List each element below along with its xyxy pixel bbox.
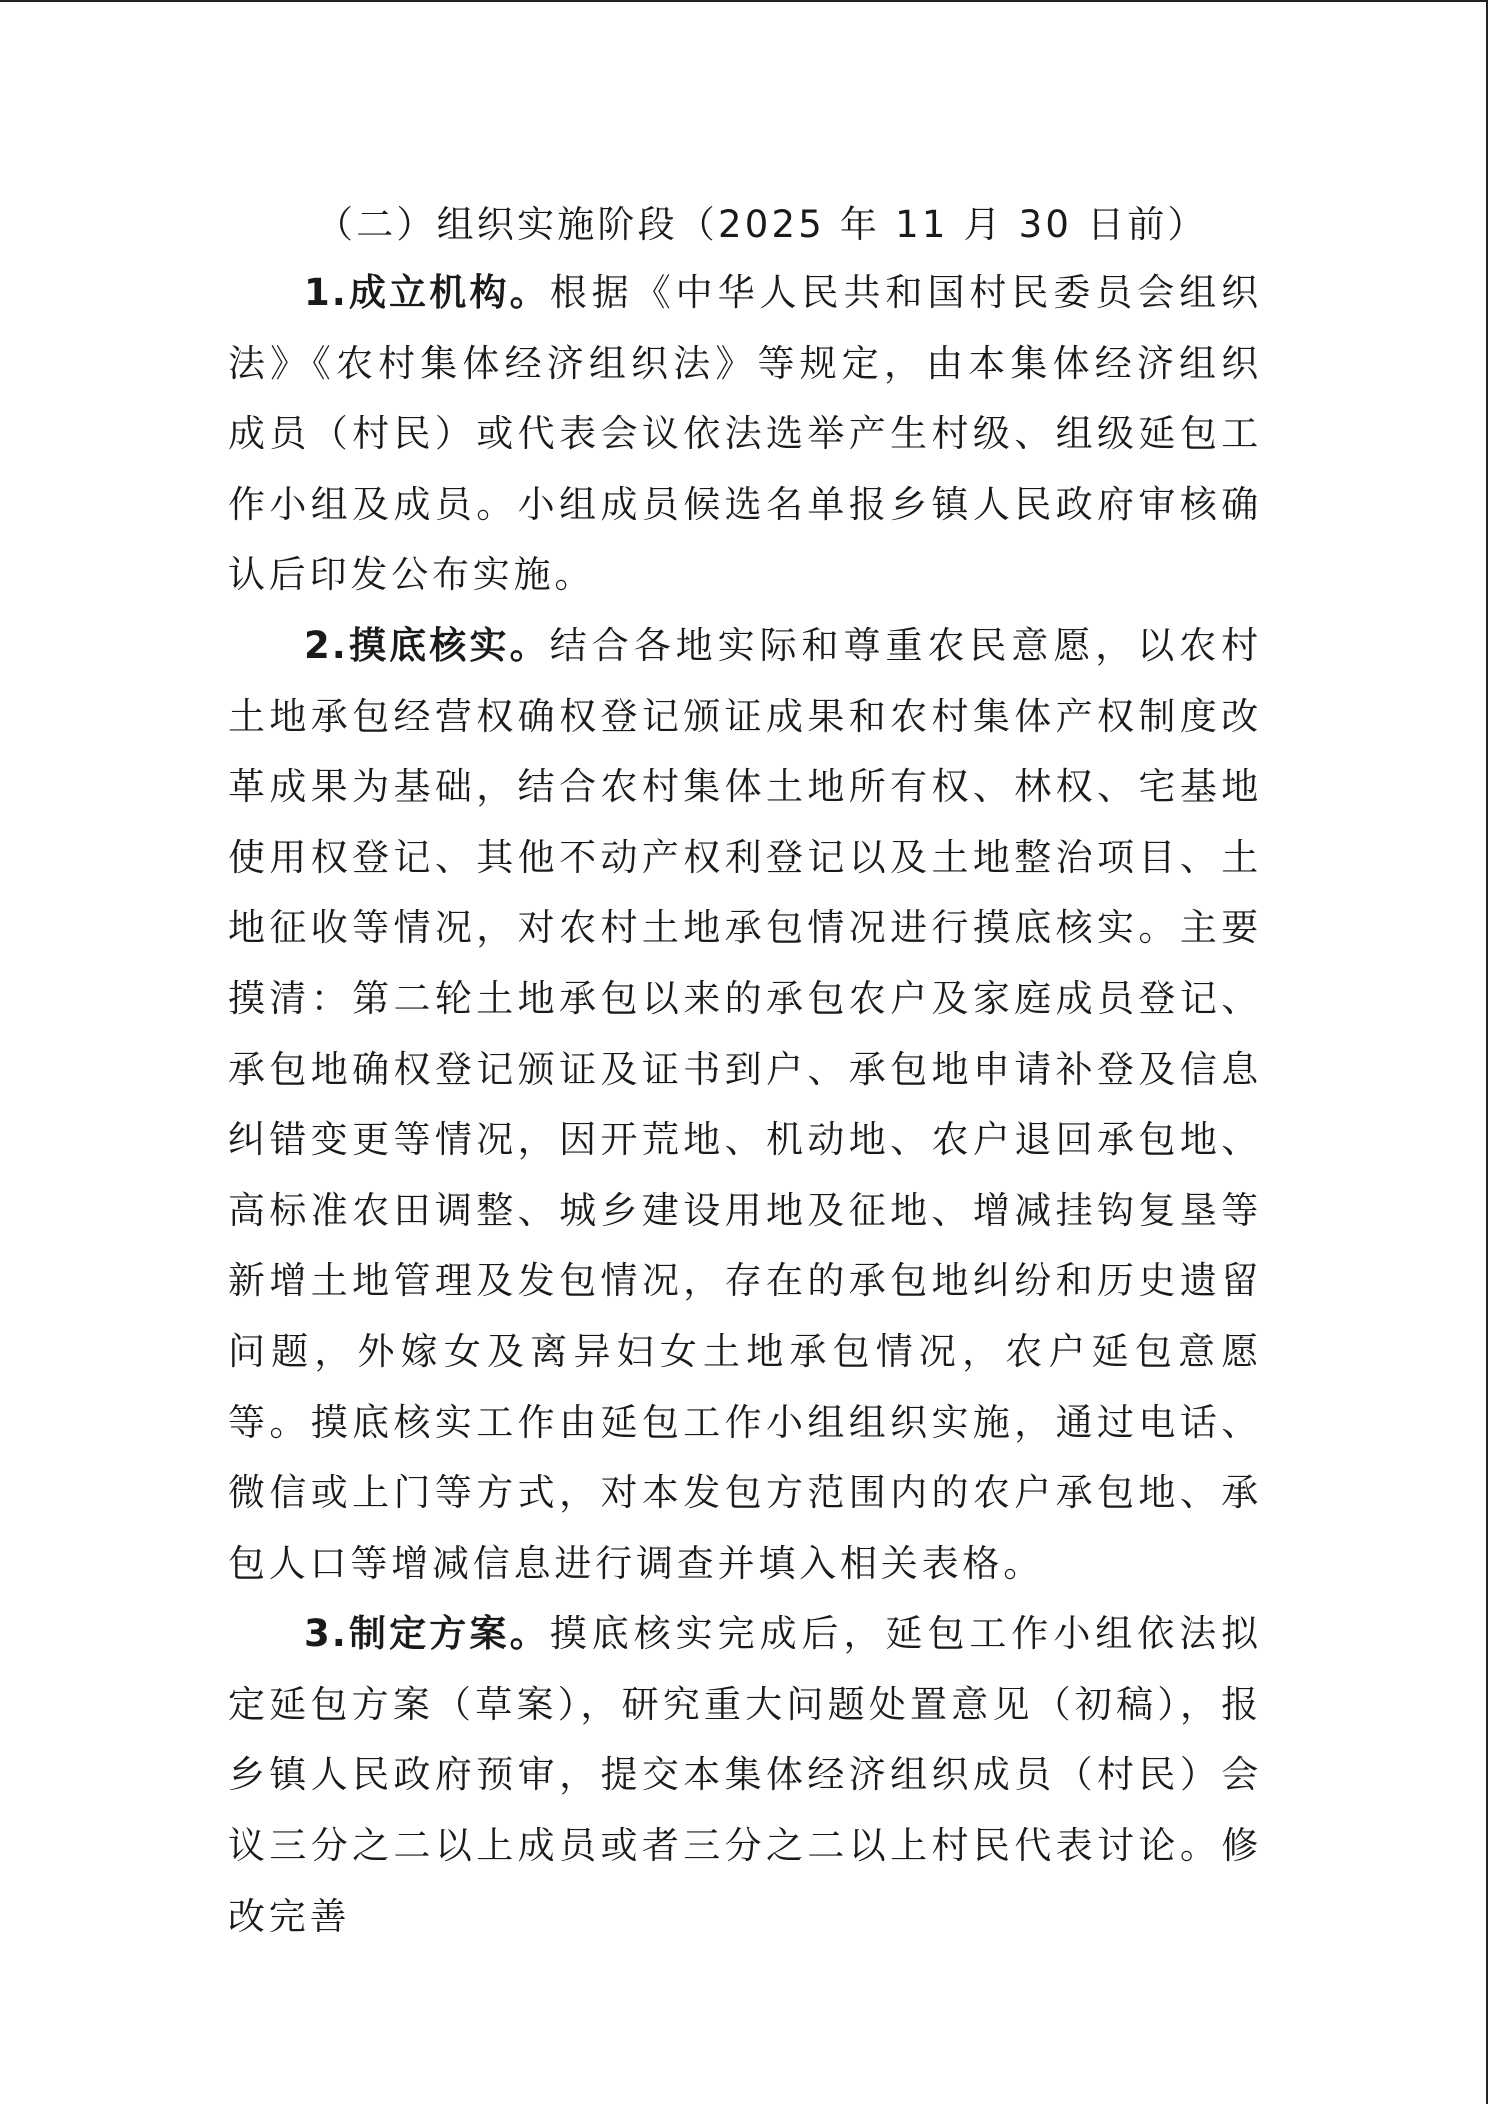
paragraph-text: 结合各地实际和尊重农民意愿，以农村土地承包经营权确权登记颁证成果和农村集体产权制度改革成果为基础，结合农村集体土地所有权、林权、宅基地使用权登记、其他不动产权利登记以及土地整治项目、土地征收等情况，对农村土地承包情况进行摸底核实。主要摸清：第二轮土地承包以来的承包农户及家庭成员登记、承包地确权登记颁证及证书到户、承包地申请补登及信息纠错变更等情况，因开荒地、机动地、农户退回承包地、高标准农田调整、城乡建设用地及征地、增减挂钩复垦等新增土地管理及发包情况，存在的承包地纠纷和历史遗留问题，外嫁女及离异妇女土地承包情况，农户延包意愿等。摸底核实工作由延包工作小组组织实施，通过电话、微信或上门等方式，对本发包方范围内的农户承包地、承包人口等增减信息进行调查并填入相关表格。	[228, 623, 1262, 1585]
paragraph-lead: 2.摸底核实。	[304, 623, 550, 667]
paragraph-lead: 3.制定方案。	[304, 1612, 550, 1656]
paragraph-establish-organization	[228, 258, 1262, 611]
section-heading: （二）组织实施阶段（2025 年 11 月 30 日前）	[316, 203, 1208, 246]
paragraph-lead: 1.成立机构。	[304, 271, 550, 314]
paragraph-text: 摸底核实完成后，延包工作小组依法拟定延包方案（草案），研究重大问题处置意见（初稿），报乡镇人民政府预审，提交本集体经济组织成员（村民）会议三分之二以上成员或者三分之二以上村民代表讨论。修改完善	[228, 1612, 1262, 1938]
paragraph-formulate-plan	[228, 1599, 1262, 1952]
document-body	[228, 192, 1262, 1952]
paragraph-text: 根据《中华人民共和国村民委员会组织法》《农村集体经济组织法》等规定，由本集体经济组织成员（村民）或代表会议依法选举产生村级、组级延包工作小组及成员。小组成员候选名单报乡镇人民政府审核确认后印发公布实施。	[228, 271, 1262, 597]
paragraph-survey-verification	[228, 611, 1262, 1599]
